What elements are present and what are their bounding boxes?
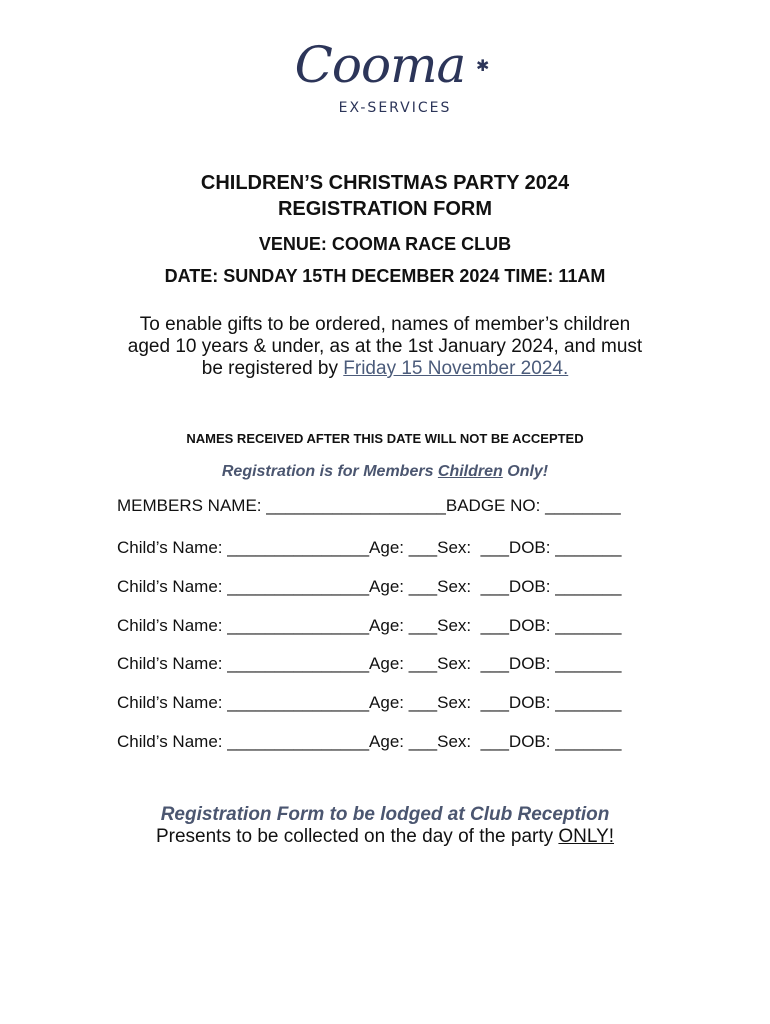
intro-line-3: [0, 358, 770, 380]
intro-paragraph: [0, 314, 770, 380]
venue-line: VENUE: COOMA RACE CLUB: [258, 234, 512, 254]
title-line-2: REGISTRATION FORM: [277, 198, 493, 220]
star-icon: ✱: [476, 58, 490, 75]
child-row-1[interactable]: Child’s Name: _______________Age: ___Sex: ___DOB: _______: [117, 538, 622, 557]
intro-line-1: To enable gifts to be ordered, names of member’s children: [139, 314, 631, 335]
child-row-6[interactable]: Child’s Name: _______________Age: ___Sex: ___DOB: _______: [117, 732, 622, 751]
registration-suffix: Only!: [502, 463, 549, 480]
footer-collect-prefix: Presents to be collected on the day of the party: [155, 826, 559, 847]
title-line-1: CHILDREN’S CHRISTMAS PARTY 2024: [200, 172, 570, 194]
footer-lodge-note: Registration Form to be lodged at Club Reception: [160, 804, 610, 825]
late-notice: NAMES RECEIVED AFTER THIS DATE WILL NOT BE ACCEPTED: [186, 431, 584, 446]
deadline-link[interactable]: Friday 15 November 2024.: [343, 358, 569, 379]
members-name-field[interactable]: MEMBERS NAME: ___________________BADGE NO: ________: [117, 496, 621, 515]
registration-emph: Children: [437, 463, 503, 480]
child-row-2[interactable]: Child’s Name: _______________Age: ___Sex: ___DOB: _______: [117, 577, 622, 596]
registration-prefix: Registration is for Members: [221, 463, 438, 480]
intro-line-3-prefix: be registered by: [201, 358, 344, 379]
footer-collect-note: [0, 826, 770, 848]
date-line: DATE: SUNDAY 15TH DECEMBER 2024 TIME: 11AM: [164, 266, 606, 286]
registration-note: [0, 463, 770, 481]
logo-script-text: Cooma: [294, 36, 466, 94]
intro-line-2: aged 10 years & under, as at the 1st January 2024, and must: [127, 336, 643, 357]
child-row-5[interactable]: Child’s Name: _______________Age: ___Sex: ___DOB: _______: [117, 693, 622, 712]
child-row-3[interactable]: Child’s Name: _______________Age: ___Sex: ___DOB: _______: [117, 616, 622, 635]
footer-collect-emph: ONLY!: [558, 826, 615, 847]
logo-subtitle: EX-SERVICES: [338, 100, 452, 116]
club-logo: [270, 36, 500, 124]
child-row-4[interactable]: Child’s Name: _______________Age: ___Sex: ___DOB: _______: [117, 654, 622, 673]
